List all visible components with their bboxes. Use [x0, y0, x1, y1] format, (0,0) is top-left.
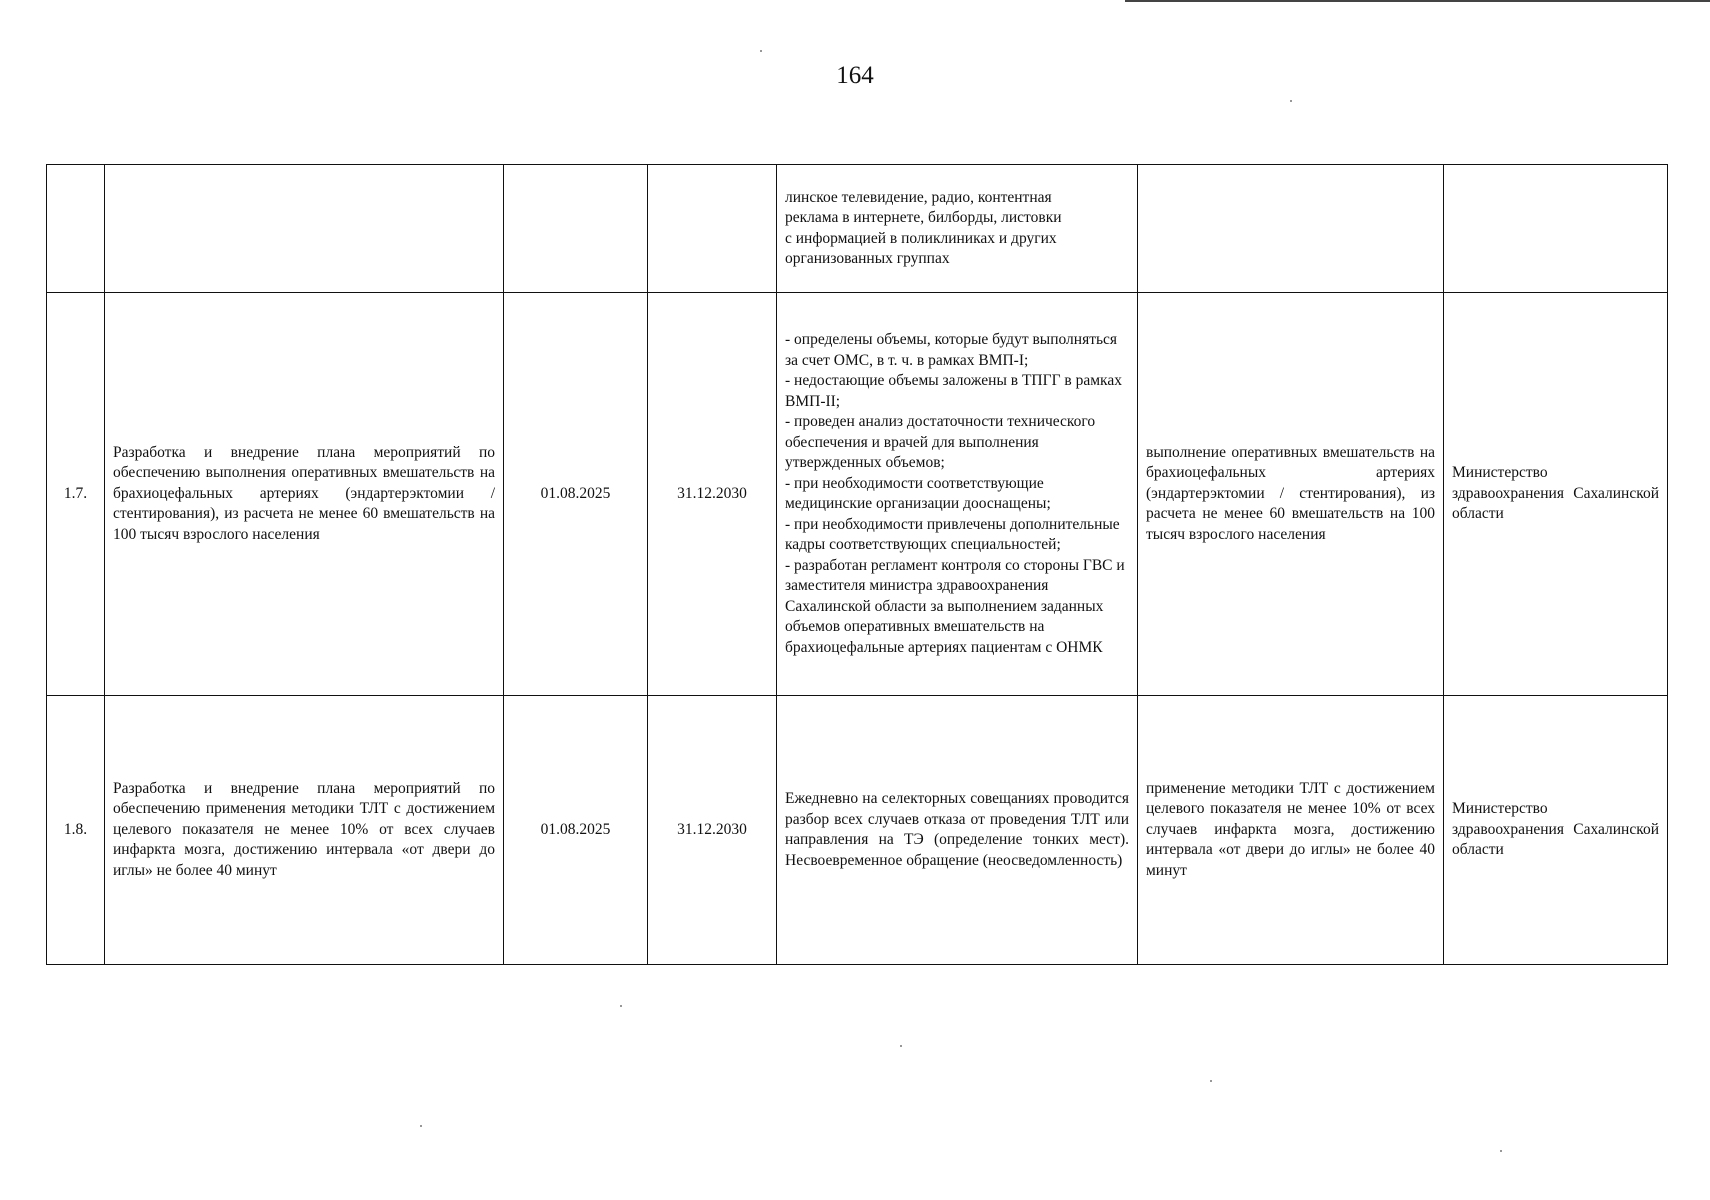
results-cell: [777, 293, 1138, 696]
results-item: - определены объемы, которые будут выполняться за счет ОМС, в т. ч. в рамках ВМП-I;: [785, 331, 1118, 369]
scan-speck: [760, 50, 762, 52]
results-cell: Ежедневно на селекторных совещаниях проводится разбор всех случаев отказа от проведения ТЛТ или направления на ТЭ (определение тонких мест). Несвоевременное обращение (неосведомленность): [777, 696, 1138, 965]
results-line: линское телевидение, радио, контентная: [785, 188, 1052, 206]
page-number: 164: [836, 62, 874, 89]
activity-cell: [105, 165, 504, 293]
scan-speck: [900, 1045, 902, 1047]
table-row: [47, 165, 1668, 293]
scan-speck: [620, 1005, 622, 1007]
end-date-cell: 31.12.2030: [648, 293, 777, 696]
end-date-cell: [648, 165, 777, 293]
action-plan-table: [46, 164, 1668, 965]
indicator-cell: выполнение оперативных вмешательств на брахиоцефальных артериях (эндартерэктомии / стентирования), из расчета не менее 60 вмешательств на 100 тысяч взрослого населения: [1138, 293, 1444, 696]
results-line: организованных группах: [785, 250, 950, 267]
scan-speck: [420, 1125, 422, 1127]
results-item: - недостающие объемы заложены в ТПГГ в рамках ВМП-II;: [785, 372, 1122, 410]
results-cell: [777, 165, 1138, 293]
results-item: - при необходимости соответствующие медицинские организации дооснащены;: [785, 474, 1051, 512]
top-edge-rule: [1125, 0, 1710, 2]
indicator-cell: [1138, 165, 1444, 293]
results-item: - при необходимости привлечены дополнительные кадры соответствующих специальностей;: [785, 515, 1120, 553]
row-number: [47, 165, 105, 293]
responsible-cell: [1444, 165, 1668, 293]
table-row: [47, 293, 1668, 696]
indicator-cell: применение методики ТЛТ с достижением целевого показателя не менее 10% от всех случаев инфаркта мозга, достижению интервала «от двери до иглы» не более 40 минут: [1138, 696, 1444, 965]
responsible-cell: Министерство здравоохранения Сахалинской области: [1444, 293, 1668, 696]
start-date-cell: 01.08.2025: [504, 293, 648, 696]
results-line: реклама в интернете, билборды, листовки: [785, 209, 1062, 226]
start-date-cell: [504, 165, 648, 293]
end-date-cell: 31.12.2030: [648, 696, 777, 965]
scan-speck: [1210, 1080, 1212, 1082]
activity-cell: Разработка и внедрение плана мероприятий по обеспечению применения методики ТЛТ с достижением целевого показателя не менее 10% от всех случаев инфаркта мозга, достижению интервала «от двери до иглы» не более 40 минут: [105, 696, 504, 965]
row-number: 1.8.: [47, 696, 105, 965]
row-number: 1.7.: [47, 293, 105, 696]
activity-cell: Разработка и внедрение плана мероприятий по обеспечению выполнения оперативных вмешательств на брахиоцефальных артериях (эндартерэктомии / стентирования), из расчета не менее 60 вмешательств на 100 тысяч взрослого населения: [105, 293, 504, 696]
responsible-cell: Министерство здравоохранения Сахалинской области: [1444, 696, 1668, 965]
start-date-cell: 01.08.2025: [504, 696, 648, 965]
scan-speck: [1500, 1150, 1502, 1152]
results-item: - разработан регламент контроля со стороны ГВС и заместителя министра здравоохранения Сахалинской области за выполнением заданных объемов оперативных вмешательств на брахиоцефальные артериях пациентам с ОНМК: [785, 556, 1125, 656]
table-row: [47, 696, 1668, 965]
results-item: - проведен анализ достаточности технического обеспечения и врачей для выполнения утвержденных объемов;: [785, 413, 1096, 471]
scan-speck: [1290, 100, 1292, 102]
results-line: с информацией в поликлиниках и других: [785, 229, 1057, 247]
